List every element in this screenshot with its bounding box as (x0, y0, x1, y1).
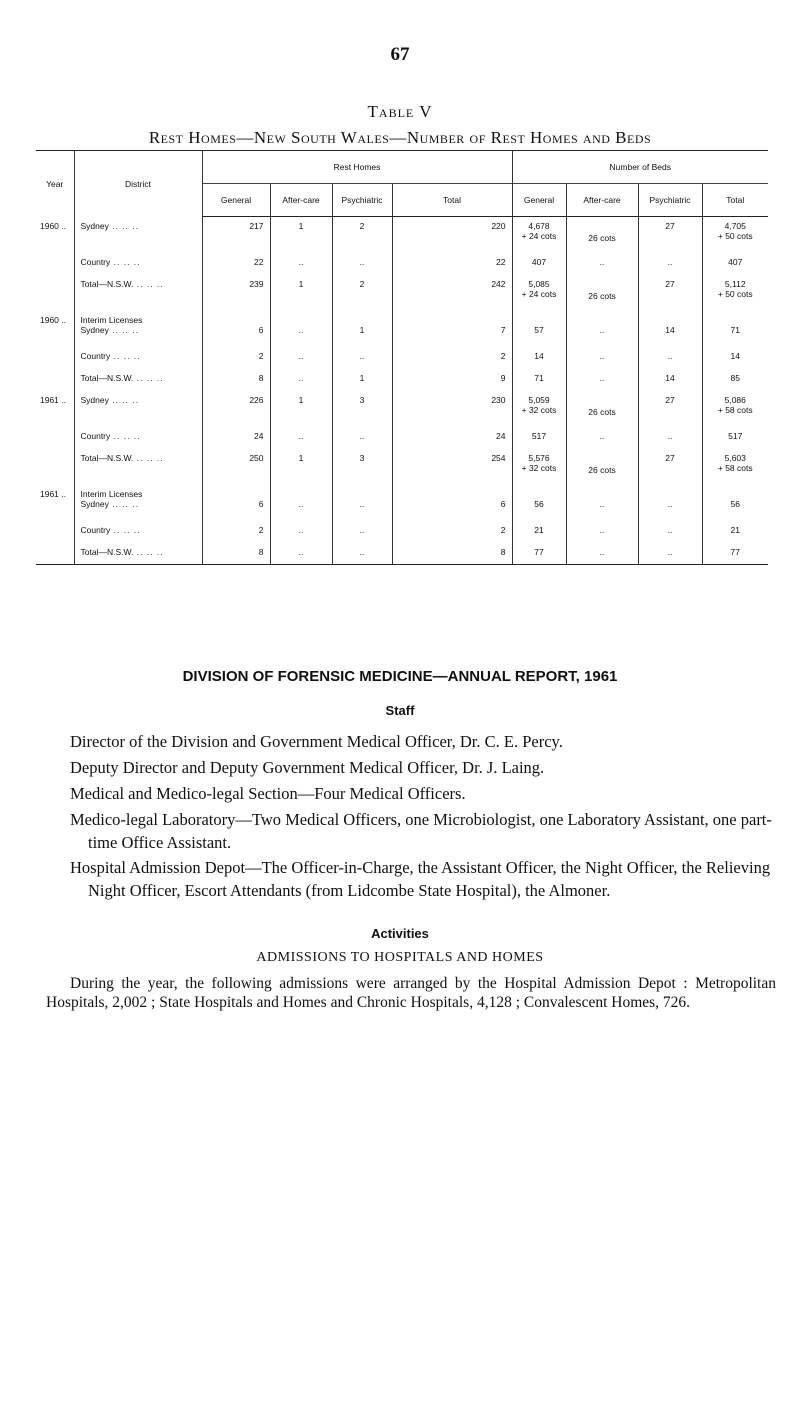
header-beds-psychiatric: Psychiatric (638, 184, 702, 217)
cell-year (36, 521, 74, 543)
district-name: Total—N.S.W. (80, 278, 134, 289)
rest-homes-table (36, 150, 768, 565)
district-name: Total—N.S.W. (80, 452, 134, 463)
table-row (36, 521, 768, 543)
cell-year: 1961 .. (40, 488, 66, 499)
cell-beds-after-care: 26 cots (566, 275, 638, 311)
cell-beds-total: 5,603 + 58 cots (702, 449, 768, 485)
cell-rest-homes-total: 242 (392, 275, 512, 311)
cell-rest-homes-psychiatric: 2 (332, 217, 392, 253)
cell-beds-psychiatric: .. (638, 427, 702, 449)
cell-year: 1960 .. (40, 314, 66, 325)
cell-rest-homes-total: 230 (392, 391, 512, 427)
header-beds-after-care: After-care (566, 184, 638, 217)
cell-beds-total: 14 (702, 347, 768, 369)
page-number: 67 (390, 44, 410, 65)
cell-beds-after-care: .. (566, 521, 638, 543)
cell-beds-psychiatric: 27 (638, 275, 702, 311)
cell-rest-homes-general: 6 (202, 311, 270, 347)
leader-dots (110, 431, 140, 441)
cell-rest-homes-psychiatric: .. (332, 485, 392, 521)
cell-year (36, 369, 74, 391)
cell-beds-general: 14 (512, 347, 566, 369)
report-title: DIVISION OF FORENSIC MEDICINE—ANNUAL REPORT, 1961 (182, 668, 618, 685)
cell-beds-total: 85 (702, 369, 768, 391)
cell-beds-total: 77 (702, 543, 768, 565)
cell-district (74, 485, 202, 521)
cell-year (36, 449, 74, 485)
cell-rest-homes-psychiatric: .. (332, 253, 392, 275)
cell-rest-homes-total: 9 (392, 369, 512, 391)
cell-rest-homes-general: 24 (202, 427, 270, 449)
cell-rest-homes-psychiatric: .. (332, 427, 392, 449)
cell-district (74, 253, 202, 275)
cell-beds-total: 71 (702, 311, 768, 347)
cell-beds-after-care: 26 cots (566, 391, 638, 427)
table-row (36, 449, 768, 485)
cell-beds-general: 56 (512, 485, 566, 521)
cell-beds-psychiatric: .. (638, 543, 702, 565)
cell-beds-total: 4,705 + 50 cots (702, 217, 768, 253)
cell-year (36, 427, 74, 449)
staff-line-1: Director of the Division and Government Medical Officer, Dr. C. E. Percy. (70, 732, 563, 751)
cell-beds-general: 5,085 + 24 cots (512, 275, 566, 311)
cell-beds-after-care: .. (566, 427, 638, 449)
admissions-paragraph: During the year, the following admissions were arranged by the Hospital Admission Depot : Metropolitan Hospitals, 2,002 ; State Hospitals and Homes and Chronic Hospitals, 4,128 ; Convalescent Homes, 726. (46, 975, 776, 1011)
cell-beds-total: 56 (702, 485, 768, 521)
cell-rest-homes-general: 22 (202, 253, 270, 275)
cell-rest-homes-psychiatric: .. (332, 347, 392, 369)
table-row (36, 275, 768, 311)
cell-rest-homes-psychiatric: 3 (332, 449, 392, 485)
table-body (36, 217, 768, 565)
table-title: Table V (367, 102, 433, 121)
leader-dots (110, 351, 140, 361)
cell-rest-homes-general: 239 (202, 275, 270, 311)
admissions-heading: ADMISSIONS TO HOSPITALS AND HOMES (256, 950, 544, 965)
header-rest-homes: Rest Homes (202, 151, 512, 184)
cell-rest-homes-general: 6 (202, 485, 270, 521)
table-row (36, 347, 768, 369)
leader-dots (133, 547, 163, 557)
district-subheading: Interim Licenses (80, 314, 143, 325)
table-row (36, 369, 768, 391)
cell-district (74, 217, 202, 253)
header-rh-psychiatric: Psychiatric (332, 184, 392, 217)
cell-year: 1961 .. (40, 394, 66, 405)
header-rh-general: General (202, 184, 270, 217)
header-year: Year (36, 151, 74, 217)
cell-rest-homes-general: 8 (202, 369, 270, 391)
district-name: Total—N.S.W. (80, 372, 134, 383)
cell-rest-homes-total: 7 (392, 311, 512, 347)
cell-rest-homes-psychiatric: 2 (332, 275, 392, 311)
staff-line-4: Medico-legal Laboratory—Two Medical Officers, one Microbiologist, one Laboratory Assistant, one part-time Office Assistant. (70, 810, 772, 852)
cell-beds-general: 517 (512, 427, 566, 449)
header-district: District (74, 151, 202, 217)
cell-rest-homes-general: 8 (202, 543, 270, 565)
cell-beds-after-care: .. (566, 253, 638, 275)
cell-beds-after-care: .. (566, 369, 638, 391)
cell-beds-total: 5,086 + 58 cots (702, 391, 768, 427)
cell-rest-homes-total: 2 (392, 347, 512, 369)
cell-rest-homes-general: 2 (202, 347, 270, 369)
cell-beds-psychiatric: 14 (638, 311, 702, 347)
district-name: Sydney (80, 394, 109, 405)
cell-rest-homes-total: 6 (392, 485, 512, 521)
cell-beds-psychiatric: 14 (638, 369, 702, 391)
leader-dots (109, 499, 139, 509)
cell-beds-general: 57 (512, 311, 566, 347)
cell-rest-homes-after-care: .. (270, 427, 332, 449)
staff-heading: Staff (385, 703, 415, 718)
staff-line-2: Deputy Director and Deputy Government Medical Officer, Dr. J. Laing. (70, 758, 545, 777)
cell-rest-homes-psychiatric: .. (332, 521, 392, 543)
cell-beds-general: 5,576 + 32 cots (512, 449, 566, 485)
table-row (36, 391, 768, 427)
cell-year (36, 253, 74, 275)
leader-dots (109, 221, 139, 231)
cell-beds-total: 407 (702, 253, 768, 275)
cell-year (36, 543, 74, 565)
cell-rest-homes-after-care: 1 (270, 391, 332, 427)
district-name: Sydney (80, 220, 109, 231)
cell-rest-homes-after-care: 1 (270, 449, 332, 485)
table-row (36, 543, 768, 565)
leader-dots (133, 373, 163, 383)
cell-rest-homes-general: 217 (202, 217, 270, 253)
cell-beds-general: 21 (512, 521, 566, 543)
leader-dots (110, 525, 140, 535)
district-name: Sydney (80, 324, 109, 335)
cell-beds-after-care: .. (566, 311, 638, 347)
cell-beds-after-care: 26 cots (566, 449, 638, 485)
staff-line-5: Hospital Admission Depot—The Officer-in-Charge, the Assistant Officer, the Night Officer, the Relieving Night Officer, Escort Attendants (from Lidcombe State Hospital), the Almoner. (70, 858, 771, 900)
cell-rest-homes-psychiatric: 1 (332, 311, 392, 347)
table-row (36, 253, 768, 275)
cell-rest-homes-after-care: .. (270, 543, 332, 565)
cell-district (74, 391, 202, 427)
table-row (36, 427, 768, 449)
cell-district (74, 449, 202, 485)
cell-rest-homes-after-care: .. (270, 485, 332, 521)
cell-district (74, 275, 202, 311)
cell-beds-psychiatric: .. (638, 521, 702, 543)
table-row (36, 485, 768, 521)
cell-rest-homes-total: 24 (392, 427, 512, 449)
header-beds-general: General (512, 184, 566, 217)
cell-beds-general: 5,059 + 32 cots (512, 391, 566, 427)
cell-rest-homes-general: 2 (202, 521, 270, 543)
header-rh-total: Total (392, 184, 512, 217)
leader-dots (109, 395, 139, 405)
cell-district (74, 347, 202, 369)
cell-beds-psychiatric: .. (638, 347, 702, 369)
cell-beds-psychiatric: 27 (638, 391, 702, 427)
cell-rest-homes-psychiatric: 3 (332, 391, 392, 427)
district-name: Country (80, 350, 111, 361)
leader-dots (109, 325, 139, 335)
cell-beds-general: 4,678 + 24 cots (512, 217, 566, 253)
cell-beds-general: 77 (512, 543, 566, 565)
district-name: Country (80, 524, 111, 535)
district-subheading: Interim Licenses (80, 488, 143, 499)
cell-rest-homes-after-care: .. (270, 311, 332, 347)
district-name: Total—N.S.W. (80, 546, 134, 557)
leader-dots (110, 257, 140, 267)
cell-rest-homes-psychiatric: 1 (332, 369, 392, 391)
cell-beds-after-care: 26 cots (566, 217, 638, 253)
cell-beds-total: 21 (702, 521, 768, 543)
cell-rest-homes-total: 220 (392, 217, 512, 253)
cell-year: 1960 .. (40, 220, 66, 231)
cell-year (36, 347, 74, 369)
table-row (36, 311, 768, 347)
cell-rest-homes-total: 22 (392, 253, 512, 275)
cell-beds-psychiatric: 27 (638, 217, 702, 253)
table-subtitle: Rest Homes—New South Wales—Number of Rest Homes and Beds (148, 128, 652, 147)
cell-rest-homes-after-care: .. (270, 253, 332, 275)
header-number-of-beds: Number of Beds (512, 151, 768, 184)
cell-beds-after-care: .. (566, 543, 638, 565)
cell-district (74, 521, 202, 543)
cell-rest-homes-after-care: .. (270, 347, 332, 369)
cell-rest-homes-total: 254 (392, 449, 512, 485)
cell-district (74, 311, 202, 347)
cell-beds-psychiatric: .. (638, 253, 702, 275)
cell-rest-homes-general: 250 (202, 449, 270, 485)
cell-year (36, 275, 74, 311)
leader-dots (133, 453, 163, 463)
table-row (36, 217, 768, 253)
district-name: Country (80, 256, 111, 267)
activities-heading: Activities (371, 926, 429, 941)
cell-beds-after-care: .. (566, 347, 638, 369)
cell-district (74, 427, 202, 449)
cell-rest-homes-after-care: .. (270, 521, 332, 543)
cell-beds-after-care: .. (566, 485, 638, 521)
district-name: Country (80, 430, 111, 441)
district-name: Sydney (80, 498, 109, 509)
staff-line-3: Medical and Medico-legal Section—Four Medical Officers. (70, 784, 466, 803)
cell-district (74, 369, 202, 391)
header-beds-total: Total (702, 184, 768, 217)
cell-beds-psychiatric: 27 (638, 449, 702, 485)
cell-rest-homes-psychiatric: .. (332, 543, 392, 565)
header-rh-after-care: After-care (270, 184, 332, 217)
cell-district (74, 543, 202, 565)
cell-beds-general: 407 (512, 253, 566, 275)
cell-rest-homes-general: 226 (202, 391, 270, 427)
cell-rest-homes-after-care: 1 (270, 275, 332, 311)
cell-rest-homes-total: 2 (392, 521, 512, 543)
cell-rest-homes-total: 8 (392, 543, 512, 565)
cell-beds-general: 71 (512, 369, 566, 391)
cell-rest-homes-after-care: 1 (270, 217, 332, 253)
cell-rest-homes-after-care: .. (270, 369, 332, 391)
cell-beds-total: 517 (702, 427, 768, 449)
cell-beds-psychiatric: .. (638, 485, 702, 521)
cell-beds-total: 5,112 + 50 cots (702, 275, 768, 311)
leader-dots (133, 279, 163, 289)
